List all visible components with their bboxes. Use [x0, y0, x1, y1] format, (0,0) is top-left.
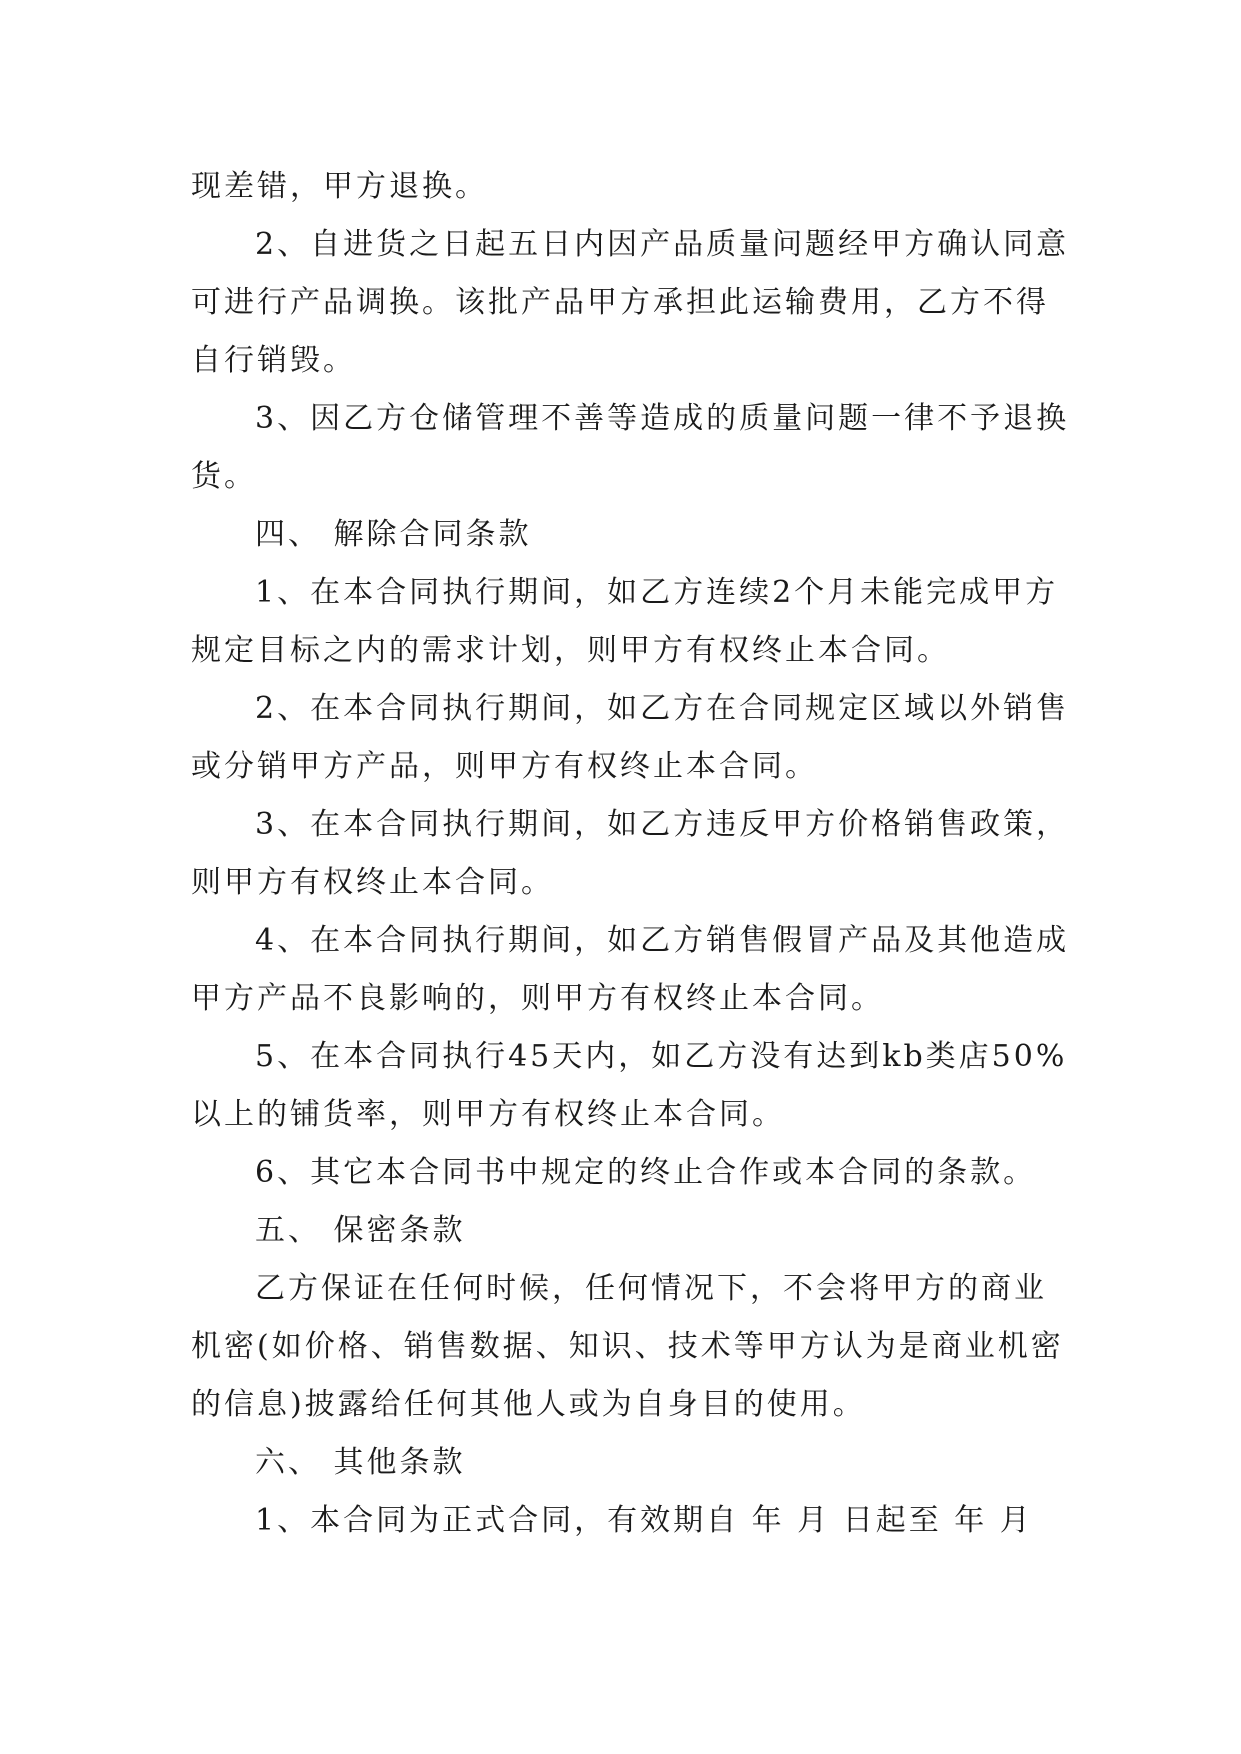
paragraph-item-storage-quality: 3、因乙方仓储管理不善等造成的质量问题一律不予退换货。 [191, 401, 1070, 494]
section-heading-other: 六、 其他条款 [255, 1445, 466, 1480]
paragraph-termination-3: 3、在本合同执行期间，如乙方违反甲方价格销售政策，则甲方有权终止本合同。 [191, 807, 1070, 900]
contract-text [191, 158, 1071, 1550]
paragraph-continuation: 现差错，甲方退换。 [191, 169, 488, 204]
paragraph-confidentiality: 乙方保证在任何时候，任何情况下，不会将甲方的商业机密(如价格、销售数据、知识、技术等甲方认为是商业机密的信息)披露给任何其他人或为自身目的使用。 [191, 1271, 1064, 1422]
paragraph-termination-1: 1、在本合同执行期间，如乙方连续2个月未能完成甲方规定目标之内的需求计划，则甲方有权终止本合同。 [191, 575, 1059, 668]
paragraph-termination-5: 5、在本合同执行45天内，如乙方没有达到kb类店50%以上的铺货率，则甲方有权终止本合同。 [191, 1039, 1068, 1132]
section-heading-confidentiality: 五、 保密条款 [255, 1213, 466, 1248]
paragraph-item-return-exchange: 2、自进货之日起五日内因产品质量问题经甲方确认同意可进行产品调换。该批产品甲方承担此运输费用，乙方不得自行销毁。 [191, 227, 1070, 378]
paragraph-termination-4: 4、在本合同执行期间，如乙方销售假冒产品及其他造成甲方产品不良影响的，则甲方有权终止本合同。 [191, 923, 1070, 1016]
paragraph-other-1: 1、本合同为正式合同，有效期自 年 月 日起至 年 月 [255, 1503, 1033, 1538]
section-heading-termination: 四、 解除合同条款 [255, 517, 532, 552]
paragraph-termination-2: 2、在本合同执行期间，如乙方在合同规定区域以外销售或分销甲方产品，则甲方有权终止本合同。 [191, 691, 1070, 784]
paragraph-termination-6: 6、其它本合同书中规定的终止合作或本合同的条款。 [255, 1155, 1037, 1190]
